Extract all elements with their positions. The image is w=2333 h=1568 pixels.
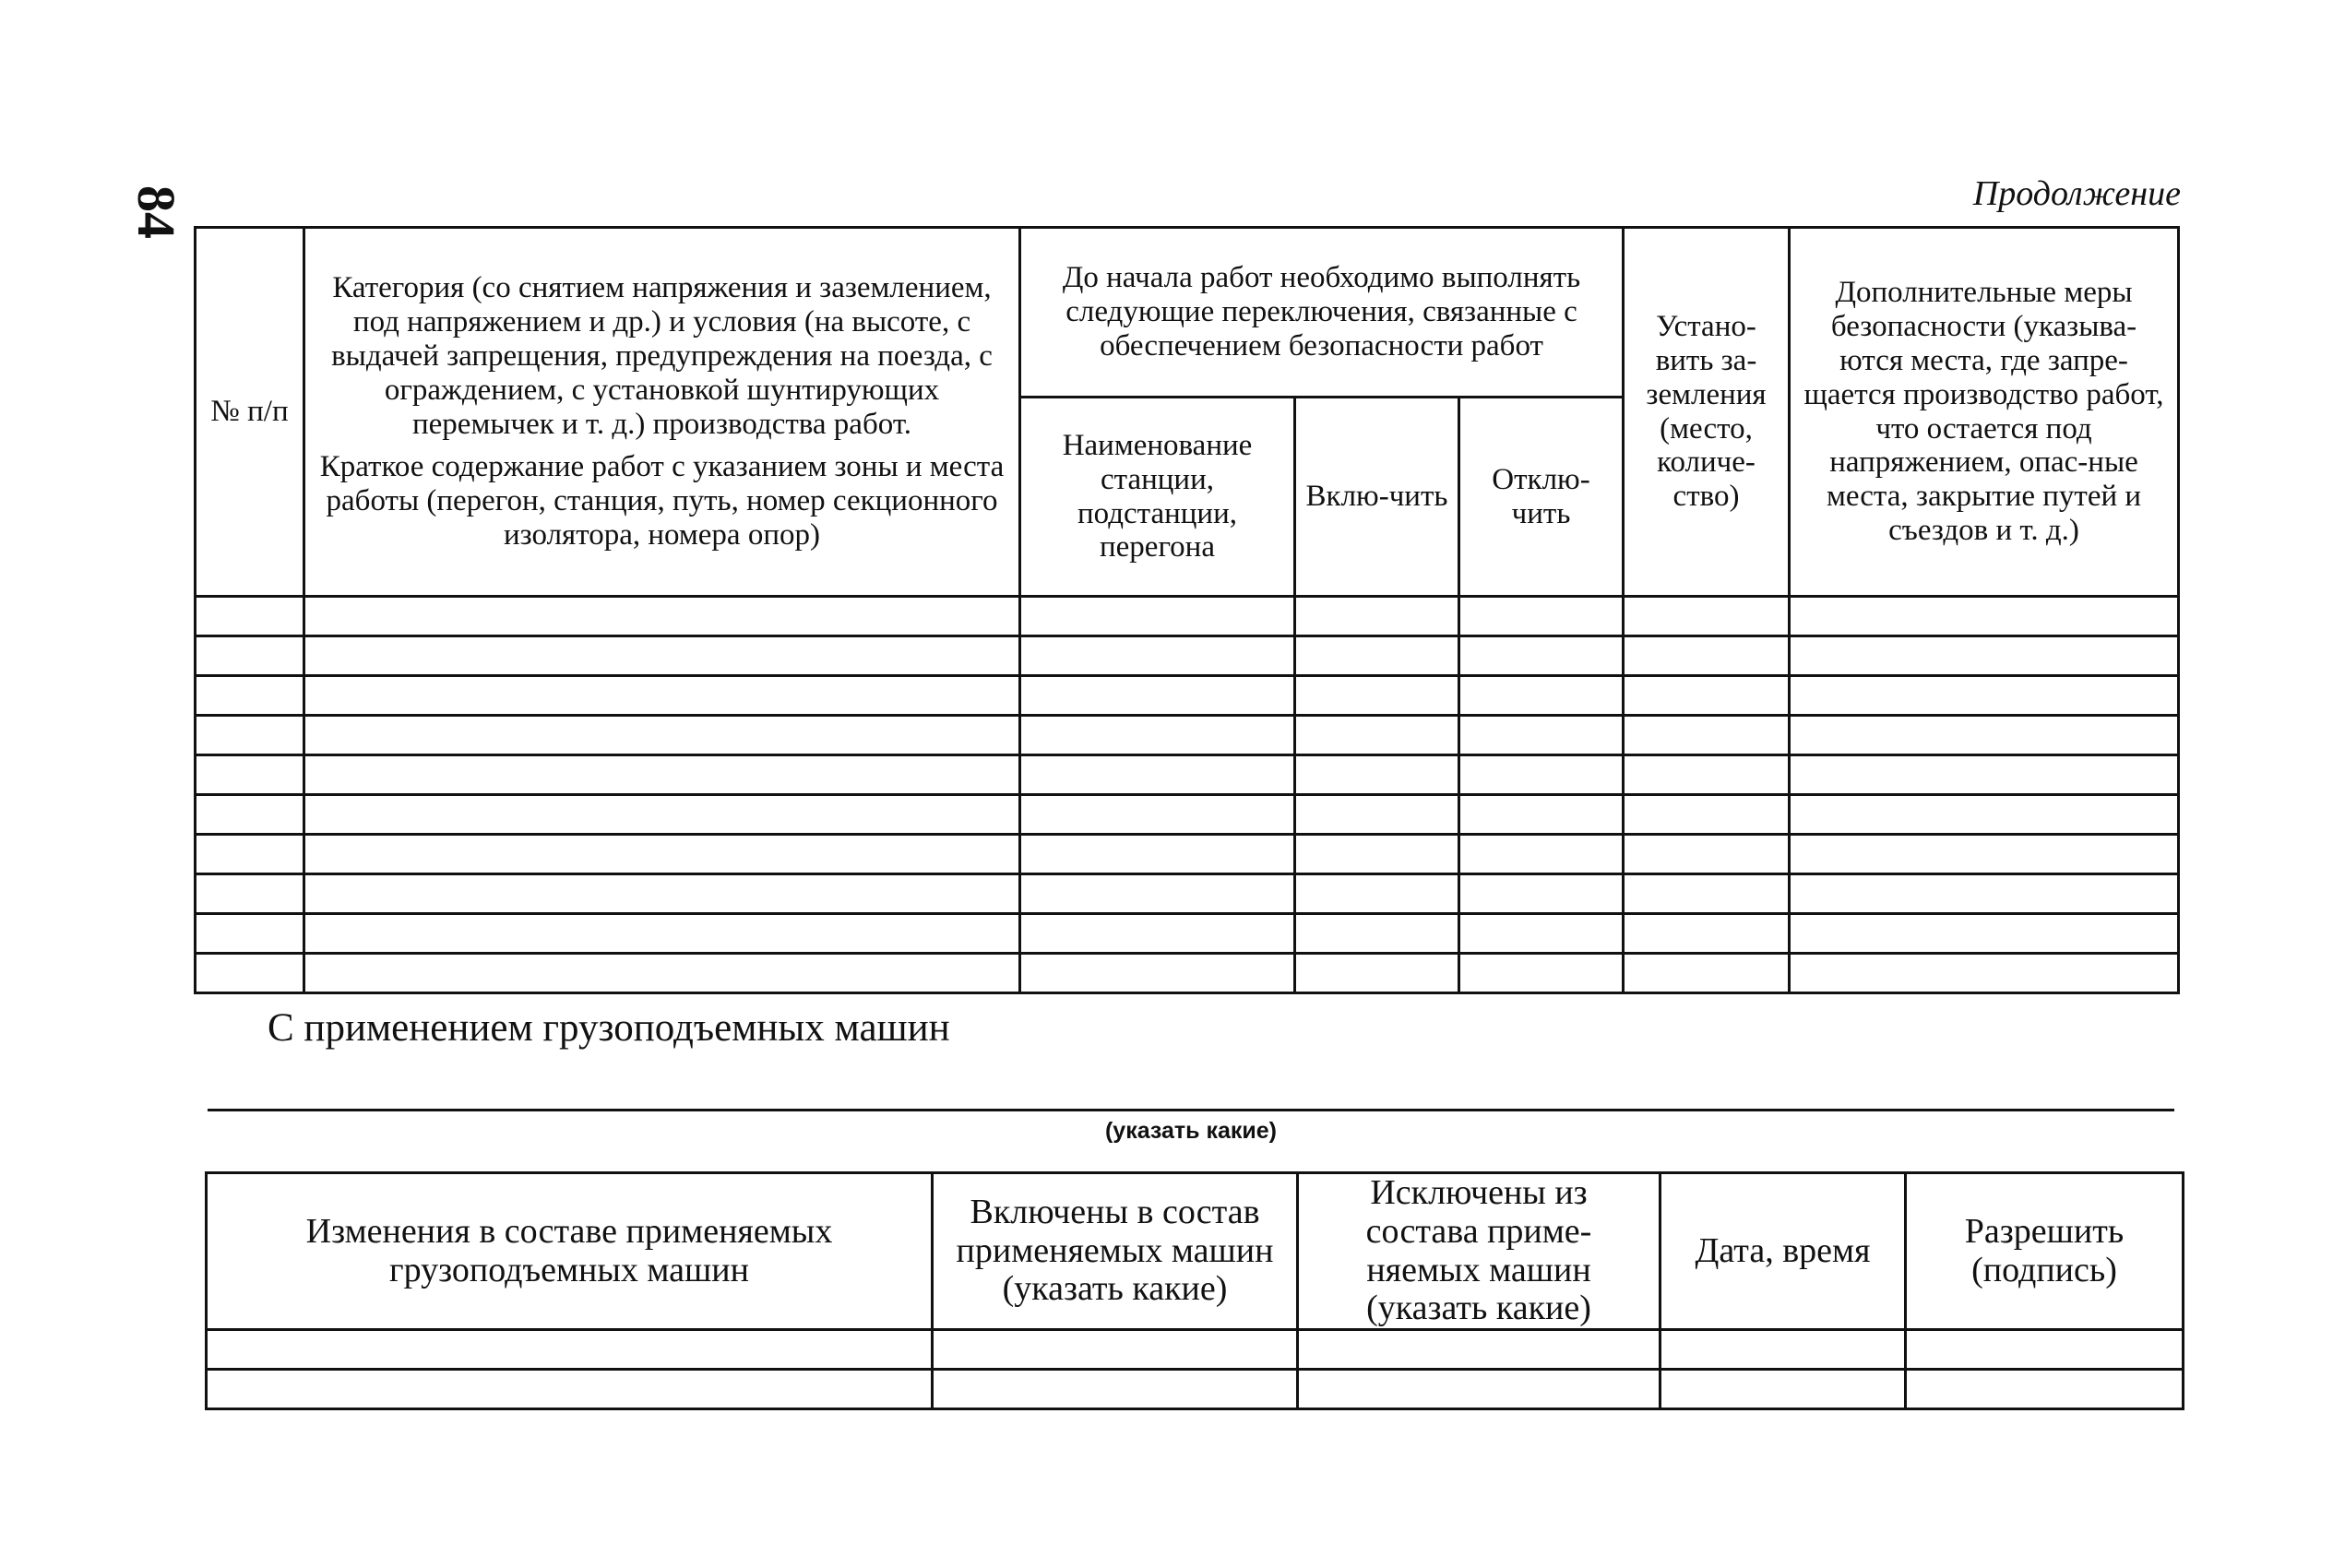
table-cell[interactable] (304, 795, 1020, 835)
header-switch-off: Отклю-чить (1459, 398, 1624, 597)
table-cell[interactable] (1459, 954, 1624, 993)
continuation-label: Продолжение (1972, 174, 2181, 213)
table-cell[interactable] (1790, 795, 2179, 835)
table-cell[interactable] (304, 835, 1020, 874)
table-cell[interactable] (196, 755, 304, 795)
table-cell[interactable] (196, 954, 304, 993)
table-cell[interactable] (1624, 954, 1790, 993)
table-cell[interactable] (304, 716, 1020, 755)
table-cell[interactable] (1790, 954, 2179, 993)
table-row (196, 716, 2179, 755)
table-cell[interactable] (1624, 914, 1790, 954)
header-category (304, 228, 1020, 597)
table-cell[interactable] (1624, 835, 1790, 874)
table-cell[interactable] (1295, 835, 1459, 874)
table-cell[interactable] (1295, 597, 1459, 636)
table-cell[interactable] (1298, 1370, 1660, 1409)
table-cell[interactable] (1906, 1330, 2184, 1370)
table-cell[interactable] (1295, 755, 1459, 795)
table-row (196, 755, 2179, 795)
header-category-summary: Краткое содержание работ с указанием зоны и места работы (перегон, станция, путь, номер секционного изолятора, номера опор) (319, 450, 1005, 552)
header-date-time: Дата, время (1660, 1173, 1906, 1330)
table-cell[interactable] (1790, 636, 2179, 676)
header-switching: До начала работ необходимо выполнять следующие переключения, связанные с обеспечением безопасности работ (1020, 228, 1624, 398)
table-cell[interactable] (1790, 676, 2179, 716)
header-excluded: Исключены из состава приме-няемых машин (указать какие) (1298, 1173, 1660, 1330)
header-switch-on: Вклю-чить (1295, 398, 1459, 597)
table-row (196, 597, 2179, 636)
header-permit-signature: Разрешить (подпись) (1906, 1173, 2184, 1330)
table-cell[interactable] (1020, 676, 1295, 716)
table-cell[interactable] (1790, 716, 2179, 755)
table-cell[interactable] (1020, 636, 1295, 676)
table-cell[interactable] (1020, 755, 1295, 795)
table-row (196, 835, 2179, 874)
table-cell[interactable] (1295, 795, 1459, 835)
table-cell[interactable] (1020, 874, 1295, 914)
table-cell[interactable] (1295, 954, 1459, 993)
header-category-conditions: Категория (со снятием напряжения и заземлением, под напряжением и др.) и условия (на высоте, с выдачей запрещения, предупреждения на поезда, с ограждением, с установкой шунтирующих перемычек и т. д.) производства работ. (331, 270, 993, 441)
table-cell[interactable] (196, 597, 304, 636)
table-cell[interactable] (304, 874, 1020, 914)
table-cell[interactable] (304, 636, 1020, 676)
table-cell[interactable] (1295, 716, 1459, 755)
cranes-changes-table (205, 1171, 2184, 1410)
table-cell[interactable] (304, 676, 1020, 716)
header-additional-safety: Дополнительные меры безопасности (указыва-ются места, где запре-щается производство работ, что остается под напряжением, опас-ные места, закрытие путей и съездов и т. д.) (1790, 228, 2179, 597)
table-cell[interactable] (1660, 1330, 1906, 1370)
table-cell[interactable] (1790, 755, 2179, 795)
fill-in-hint: (указать какие) (1104, 1118, 1278, 1144)
page-number: 84 (126, 185, 187, 239)
work-permit-table (194, 226, 2180, 994)
table-cell[interactable] (304, 914, 1020, 954)
table-cell[interactable] (196, 716, 304, 755)
table-cell[interactable] (207, 1330, 933, 1370)
table-cell[interactable] (1624, 716, 1790, 755)
table-cell[interactable] (304, 755, 1020, 795)
table-cell[interactable] (1459, 716, 1624, 755)
table-cell[interactable] (1459, 835, 1624, 874)
table-cell[interactable] (1459, 874, 1624, 914)
table-cell[interactable] (1298, 1330, 1660, 1370)
table-cell[interactable] (1020, 597, 1295, 636)
table-row (196, 874, 2179, 914)
table-cell[interactable] (1624, 636, 1790, 676)
table-cell[interactable] (304, 597, 1020, 636)
table-cell[interactable] (1906, 1370, 2184, 1409)
table-cell[interactable] (1459, 636, 1624, 676)
table-cell[interactable] (1459, 755, 1624, 795)
table-cell[interactable] (196, 914, 304, 954)
table-cell[interactable] (1790, 914, 2179, 954)
table-cell[interactable] (1295, 914, 1459, 954)
table-cell[interactable] (196, 874, 304, 914)
table-row (207, 1330, 2184, 1370)
table-cell[interactable] (207, 1370, 933, 1409)
table-row (196, 636, 2179, 676)
table-cell[interactable] (1624, 874, 1790, 914)
header-station-name: Наименование станции, подстанции, перегона (1020, 398, 1295, 597)
table-cell[interactable] (1295, 676, 1459, 716)
header-changes: Изменения в составе применяемых грузоподъемных машин (207, 1173, 933, 1330)
table-cell[interactable] (196, 835, 304, 874)
table-row (196, 676, 2179, 716)
table-cell[interactable] (1624, 795, 1790, 835)
table-cell[interactable] (1459, 597, 1624, 636)
table-cell[interactable] (1624, 755, 1790, 795)
table-row (207, 1370, 2184, 1409)
table-cell[interactable] (1020, 835, 1295, 874)
section-title: С применением грузоподъемных машин (268, 1006, 950, 1050)
table-cell[interactable] (1624, 597, 1790, 636)
table-cell[interactable] (1459, 914, 1624, 954)
table-row (196, 914, 2179, 954)
table-cell[interactable] (1790, 874, 2179, 914)
header-row-number: № п/п (196, 228, 304, 597)
header-grounding: Устано-вить за-земления (место, количе-ство) (1624, 228, 1790, 597)
table-cell[interactable] (1459, 795, 1624, 835)
table-cell[interactable] (933, 1330, 1298, 1370)
table-cell[interactable] (1295, 874, 1459, 914)
table-cell[interactable] (1790, 835, 2179, 874)
table-cell[interactable] (933, 1370, 1298, 1409)
table-cell[interactable] (1459, 676, 1624, 716)
table-cell[interactable] (1624, 676, 1790, 716)
table-cell[interactable] (1020, 954, 1295, 993)
table-row (196, 954, 2179, 993)
table-cell[interactable] (1020, 914, 1295, 954)
table-row (196, 795, 2179, 835)
table-cell[interactable] (196, 676, 304, 716)
table-cell[interactable] (196, 636, 304, 676)
header-included: Включены в состав применяемых машин (указать какие) (933, 1173, 1298, 1330)
fill-in-line[interactable] (208, 1109, 2174, 1111)
table-cell[interactable] (1020, 716, 1295, 755)
table-cell[interactable] (1660, 1370, 1906, 1409)
table-cell[interactable] (304, 954, 1020, 993)
table-cell[interactable] (196, 795, 304, 835)
table-cell[interactable] (1020, 795, 1295, 835)
table-cell[interactable] (1295, 636, 1459, 676)
table-cell[interactable] (1790, 597, 2179, 636)
